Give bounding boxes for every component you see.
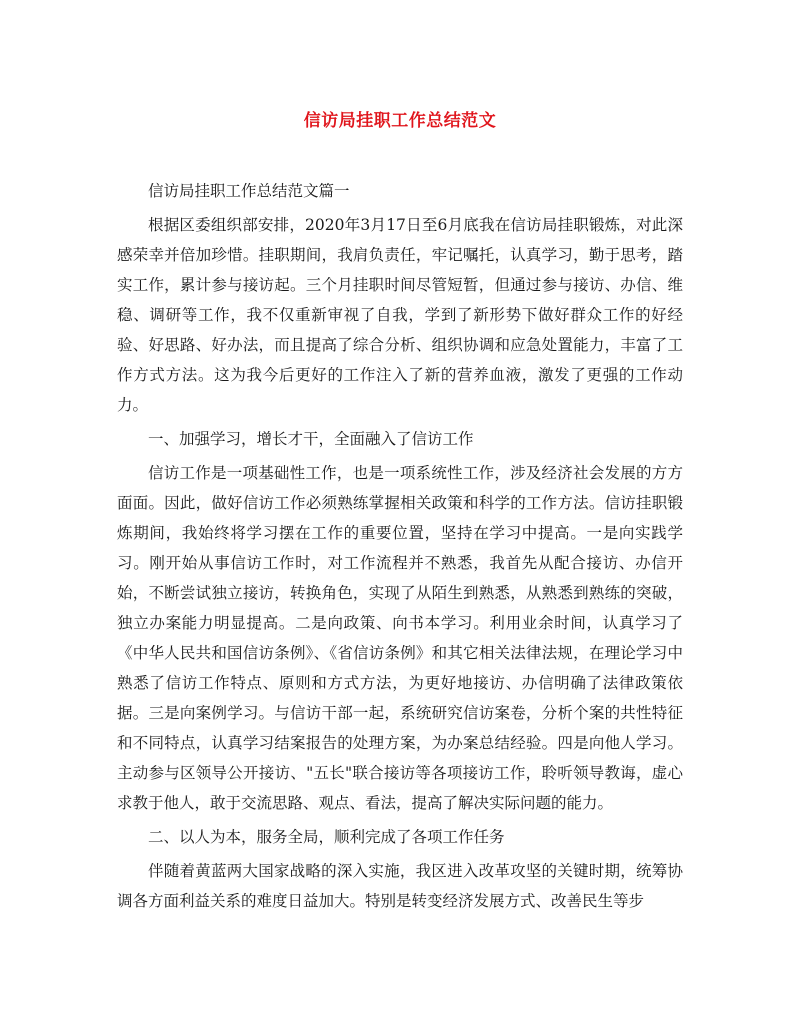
document-title: 信访局挂职工作总结范文 [303,111,497,131]
section-heading-2: 二、以人为本，服务全局，顺利完成了各项工作任务 [148,828,505,846]
paragraph-intro: 根据区委组织部安排，2020年3月17日至6月底我在信访局挂职锻炼，对此深感荣幸并倍加珍惜。挂职期间，我肩负责任，牢记嘱托，认真学习，勤于思考，踏实工作，累计参与接访起。三个月挂职时间尽管短暂，但通过参与接访、办信、维稳、调研等工作，我不仅重新审视了自我，学到了新形势下做好群众工作的好经验、好思路、好办法，而且提高了综合分析、组织协调和应急处置能力，丰富了工作方式方法。这为我今后更好的工作注入了新的营养血液，激发了更强的工作动力。 [117,216,683,414]
section-heading-1: 一、加强学习，增长才干，全面融入了信访工作 [148,430,474,448]
paragraph-section-1: 信访工作是一项基础性工作，也是一项系统性工作，涉及经济社会发展的方方面面。因此，做好信访工作必须熟练掌握相关政策和科学的工作方法。信访挂职锻炼期间，我始终将学习摆在工作的重要位置，坚持在学习中提高。一是向实践学习。刚开始从事信访工作时，对工作流程并不熟悉，我首先从配合接访、办信开始，不断尝试独立接访，转换角色，实现了从陌生到熟悉，从熟悉到熟练的突破，独立办案能力明显提高。二是向政策、向书本学习。利用业余时间，认真学习了《中华人民共和国信访条例》、《省信访条例》和其它相关法律法规，在理论学习中熟悉了信访工作特点、原则和方式方法，为更好地接访、办信明确了法律政策依据。三是向案例学习。与信访干部一起，系统研究信访案卷，分析个案的共性特征和不同特点，认真学习结案报告的处理方案，为办案总结经验。四是向他人学习。主动参与区领导公开接访、"五长"联合接访等各项接访工作，聆听领导教诲，虚心求教于他人，敢于交流思路、观点、看法，提高了解决实际问题的能力。 [117,464,683,812]
paragraph-section-2: 伴随着黄蓝两大国家战略的深入实施，我区进入改革攻坚的关键时期，统筹协调各方面利益关系的难度日益加大。特别是转变经济发展方式、改善民生等步 [117,862,683,910]
document-subtitle: 信访局挂职工作总结范文篇一 [148,182,350,200]
document-body [117,176,683,920]
